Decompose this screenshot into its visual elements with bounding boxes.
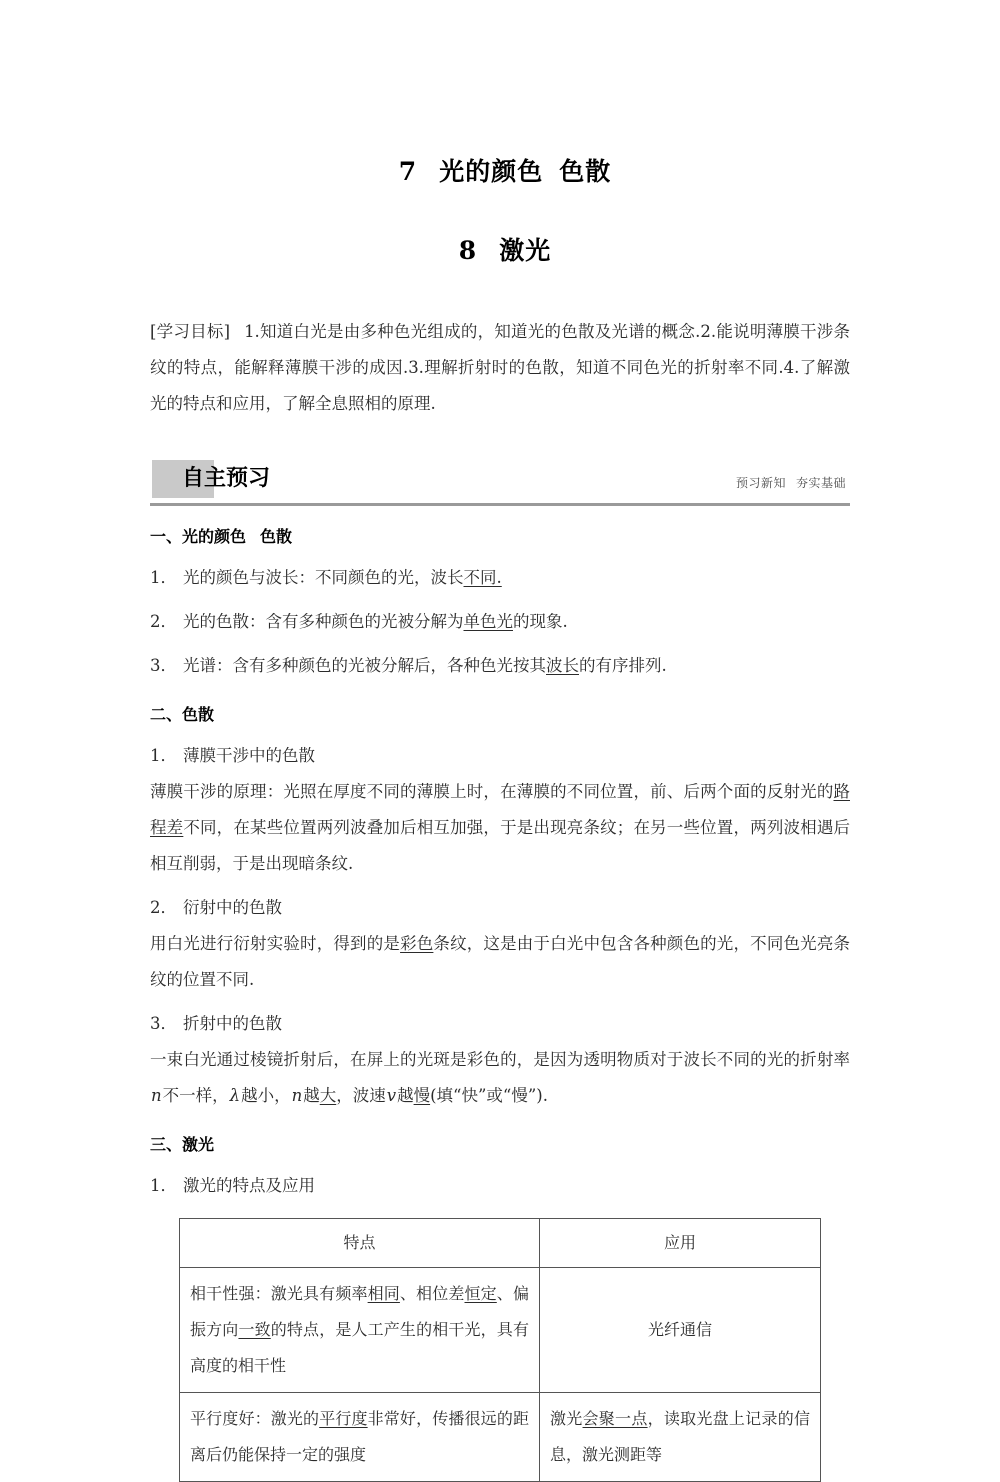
table-cell-feature-1 bbox=[180, 1268, 540, 1393]
item-text: 薄膜干涉中的色散 bbox=[183, 746, 315, 765]
fill-in-answer: 单色光 bbox=[463, 612, 513, 631]
section-2-sub-3 bbox=[150, 998, 850, 1042]
feature-text-pre: 平行度好：激光的 bbox=[190, 1409, 320, 1428]
section-1-item-3 bbox=[150, 640, 850, 684]
section-1-title2: 色散 bbox=[260, 527, 293, 546]
banner-subtitle-left: 预习新知 bbox=[735, 476, 786, 490]
fill-in-answer: 彩色 bbox=[400, 934, 434, 953]
banner-subtitle-right: 夯实基础 bbox=[795, 476, 846, 490]
fill-in-answer: 恒定 bbox=[464, 1284, 497, 1303]
item-text-post: 的有序排列. bbox=[579, 656, 667, 675]
paragraph-text-b: 不一样， bbox=[162, 1086, 229, 1105]
paragraph-text-pre: 薄膜干涉的原理：光照在厚度不同的薄膜上时，在薄膜的不同位置，前、后两个面的反射光的 bbox=[150, 782, 834, 801]
banner-divider bbox=[150, 503, 850, 506]
item-number: 3． bbox=[150, 656, 177, 675]
section-3-title: 激光 bbox=[182, 1135, 215, 1154]
title-7-number: 7 bbox=[398, 157, 418, 186]
section-2-paragraph-1 bbox=[150, 774, 850, 882]
math-variable-n2: n bbox=[291, 1086, 303, 1105]
fill-in-answer: 不同. bbox=[463, 568, 502, 587]
title-7-text: 光的颜色 bbox=[439, 157, 544, 186]
feature-text-post: 非常好，传播很远的距离后仍能保持一定的强度 bbox=[190, 1409, 529, 1464]
section-3-number: 三、 bbox=[150, 1135, 183, 1154]
application-text-pre: 激光 bbox=[550, 1409, 583, 1428]
section-3-sub-1 bbox=[150, 1160, 850, 1204]
paragraph-text-post: 不同，在某些位置两列波叠加后相互加强，于是出现亮条纹；在另一些位置，两列波相遇后相互削弱，于是出现暗条纹. bbox=[150, 818, 851, 873]
section-1-item-1 bbox=[150, 552, 850, 596]
laser-features-table bbox=[179, 1218, 821, 1482]
fill-in-answer: 平行度 bbox=[319, 1409, 368, 1428]
learning-objectives bbox=[150, 267, 850, 422]
item-text: 光的色散：含有多种颜色的光被分解为 bbox=[183, 612, 464, 631]
application-text-post: ，读取光盘上记录的信息，激光测距等 bbox=[550, 1409, 810, 1464]
section-2-title: 色散 bbox=[182, 705, 215, 724]
page-title-section-7 bbox=[150, 0, 850, 188]
fill-in-answer: 路程差 bbox=[150, 782, 850, 837]
item-number: 2． bbox=[150, 898, 177, 917]
paragraph-text-e: ，波速 bbox=[336, 1086, 386, 1105]
item-text: 衍射中的色散 bbox=[183, 898, 282, 917]
item-text: 折射中的色散 bbox=[183, 1014, 282, 1033]
section-1-number: 一、 bbox=[150, 527, 183, 546]
paragraph-text-g: (填“快”或“慢”). bbox=[430, 1086, 548, 1105]
learning-objectives-label: [学习目标] bbox=[150, 322, 231, 341]
math-variable-lambda: λ bbox=[229, 1086, 241, 1105]
table-cell-application-1: 光纤通信 bbox=[540, 1268, 821, 1393]
table-header-row bbox=[180, 1219, 821, 1268]
fill-in-answer: 一致 bbox=[238, 1320, 271, 1339]
item-text: 激光的特点及应用 bbox=[183, 1176, 315, 1195]
section-banner-self-study bbox=[150, 460, 850, 506]
fill-in-answer: 会聚一点 bbox=[582, 1409, 648, 1428]
paragraph-text-pre: 用白光进行衍射实验时，得到的是 bbox=[150, 934, 401, 953]
section-2-sub-1 bbox=[150, 730, 850, 774]
section-1-title: 光的颜色 bbox=[182, 527, 247, 546]
item-text: 光的颜色与波长：不同颜色的光，波长 bbox=[183, 568, 464, 587]
paragraph-text-f: 越 bbox=[397, 1086, 414, 1105]
paragraph-text-post: 条纹，这是由于白光中包含各种颜色的光，不同色光亮条纹的位置不同. bbox=[150, 934, 851, 989]
section-2-paragraph-2 bbox=[150, 926, 850, 998]
section-heading-2 bbox=[150, 700, 850, 730]
table-header-feature: 特点 bbox=[180, 1219, 540, 1268]
learning-objectives-text: 1.知道白光是由多种色光组成的，知道光的色散及光谱的概念.2.能说明薄膜干涉条纹的特点，能解释薄膜干涉的成因.3.理解折射时的色散，知道不同色光的折射率不同.4.了解激光的特点和应用，了解全息照相的原理. bbox=[150, 322, 851, 413]
item-number: 2． bbox=[150, 612, 177, 631]
title-8-number: 8 bbox=[458, 236, 478, 265]
table-cell-application-2 bbox=[540, 1393, 821, 1482]
math-variable-v: v bbox=[386, 1086, 397, 1105]
item-text-post: 的现象. bbox=[513, 612, 568, 631]
feature-text-mid2: 、偏振方向 bbox=[190, 1284, 529, 1339]
feature-text-post: 的特点，是人工产生的相干光，具有高度的相干性 bbox=[190, 1320, 529, 1375]
section-2-sub-2 bbox=[150, 882, 850, 926]
math-variable-n: n bbox=[151, 1086, 162, 1105]
fill-in-answer: 大 bbox=[319, 1086, 337, 1105]
paragraph-text-a: 一束白光通过棱镜折射后，在屏上的光斑是彩色的，是因为透明物质对于波长不同的光的折射率 bbox=[150, 1050, 850, 1069]
section-1-item-2 bbox=[150, 596, 850, 640]
fill-in-answer: 相同 bbox=[367, 1284, 400, 1303]
title-7-text2: 色散 bbox=[559, 157, 612, 186]
feature-text-pre: 相干性强：激光具有频率 bbox=[190, 1284, 368, 1303]
section-2-number: 二、 bbox=[150, 705, 183, 724]
item-number: 1． bbox=[150, 746, 177, 765]
paragraph-text-d: 越 bbox=[303, 1086, 320, 1105]
page-title-section-8 bbox=[150, 188, 850, 267]
section-heading-3 bbox=[150, 1130, 850, 1160]
section-2-paragraph-3 bbox=[150, 1042, 850, 1114]
table-row bbox=[180, 1393, 821, 1482]
item-number: 1． bbox=[150, 568, 177, 587]
fill-in-answer: 波长 bbox=[546, 656, 579, 675]
item-number: 1． bbox=[150, 1176, 177, 1195]
table-row bbox=[180, 1268, 821, 1393]
fill-in-answer: 慢 bbox=[413, 1086, 431, 1105]
item-text: 光谱：含有多种颜色的光被分解后，各种色光按其 bbox=[183, 656, 546, 675]
item-number: 3． bbox=[150, 1014, 177, 1033]
table-cell-feature-2 bbox=[180, 1393, 540, 1482]
paragraph-text-c: 越小， bbox=[241, 1086, 291, 1105]
title-8-text: 激光 bbox=[499, 236, 552, 265]
banner-title: 自主预习 bbox=[182, 466, 271, 491]
section-heading-1 bbox=[150, 522, 850, 552]
banner-subtitle bbox=[736, 474, 846, 491]
table-header-application: 应用 bbox=[540, 1219, 821, 1268]
feature-text-mid1: 、相位差 bbox=[399, 1284, 465, 1303]
